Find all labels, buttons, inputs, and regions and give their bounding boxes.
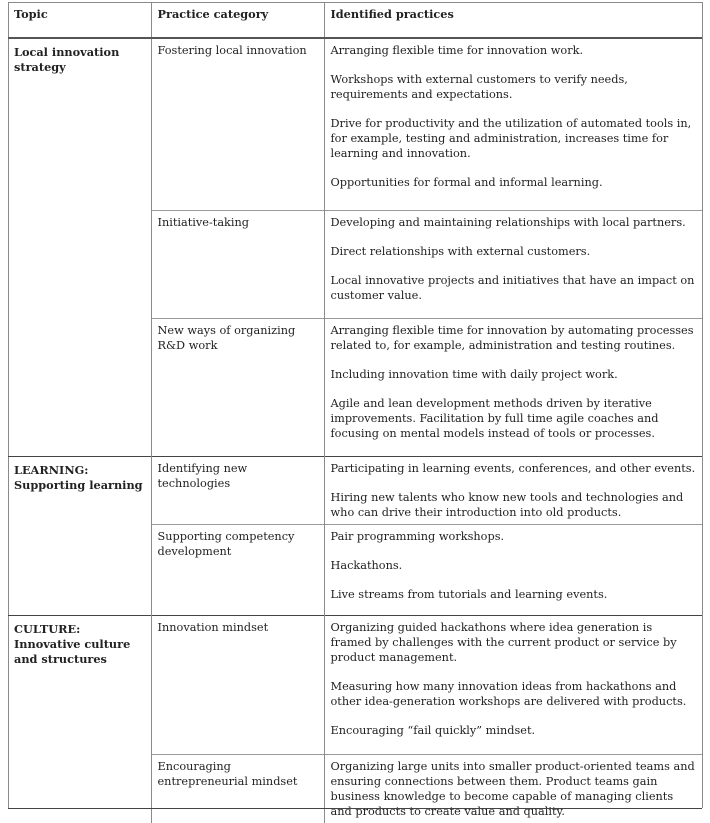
table-row [8, 615, 702, 754]
practice-item: Pair programming workshops. [330, 529, 505, 543]
practices-cell [324, 754, 702, 823]
category-cell: Supporting competency development [151, 524, 324, 615]
practice-item: Agile and lean development methods driven by iterative improvements. Facilitation by full time agile coaches and focusing on mental models instead of tools or processes. [330, 396, 659, 440]
table-right-rule [702, 2, 703, 808]
practice-item: Arranging flexible time for innovation work. [330, 44, 584, 57]
practice-item: Drive for productivity and the utilization of automated tools in, for example, testing and administration, increases time for learning and innovation. [330, 117, 692, 160]
practice-item: Live streams from tutorials and learning events. [330, 587, 608, 601]
table-header-row [8, 2, 702, 38]
header-category: Practice category [151, 2, 324, 38]
practice-item: Workshops with external customers to verify needs, requirements and expectations. [330, 73, 628, 101]
practices-cell [324, 456, 702, 524]
table-row [8, 456, 702, 524]
practice-item: Participating in learning events, conferences, and other events. [330, 461, 696, 475]
practice-item: Direct relationships with external customers. [330, 244, 591, 258]
practice-item: Measuring how many innovation ideas from hackathons and other idea-generation workshops are delivered with products. [330, 679, 687, 708]
header-practices: Identified practices [324, 2, 702, 38]
practice-item: Local innovative projects and initiatives that have an impact on customer value. [330, 273, 695, 302]
practice-item: Encouraging “fail quickly” mindset. [330, 723, 536, 737]
topic-cell: LEARNING: Supporting learning [8, 456, 151, 615]
category-cell: Innovation mindset [151, 615, 324, 754]
practice-item: Arranging flexible time for innovation by automating processes related to, for example, administration and testing routines. [330, 323, 694, 352]
category-cell: Encouraging entrepreneurial mindset [151, 754, 324, 823]
topic-cell: Local innovation strategy [14, 45, 120, 74]
practices-cell [324, 524, 702, 615]
category-cell: Fostering local innovation [151, 38, 324, 210]
category-cell: New ways of organizing R&D work [151, 318, 324, 456]
practice-item: Opportunities for formal and informal learning. [330, 176, 603, 189]
practices-cell [324, 210, 702, 318]
practice-item: Developing and maintaining relationships with local partners. [330, 215, 686, 229]
practice-item: Hiring new talents who know new tools and technologies and who can drive their introduction into old products. [330, 490, 684, 519]
category-cell: Identifying new technologies [151, 456, 324, 524]
practices-table [8, 2, 702, 823]
table-row [8, 38, 702, 210]
practice-item: Organizing large units into smaller product-oriented teams and ensuring connections between them. Product teams gain business knowledge to become capable of managing clients and products to create value and quality. [330, 759, 695, 818]
practice-item: Organizing guided hackathons where idea generation is framed by challenges with the current product or service by product management. [330, 620, 677, 664]
practices-cell [324, 615, 702, 754]
table-bottom-rule [8, 808, 702, 809]
topic-cell: CULTURE: Innovative culture and structures [8, 615, 151, 823]
practices-cell [324, 318, 702, 456]
practices-cell [324, 38, 702, 210]
header-topic: Topic [8, 2, 151, 38]
category-cell: Initiative-taking [151, 210, 324, 318]
practice-item: Hackathons. [330, 558, 403, 572]
practice-item: Including innovation time with daily project work. [330, 367, 618, 381]
